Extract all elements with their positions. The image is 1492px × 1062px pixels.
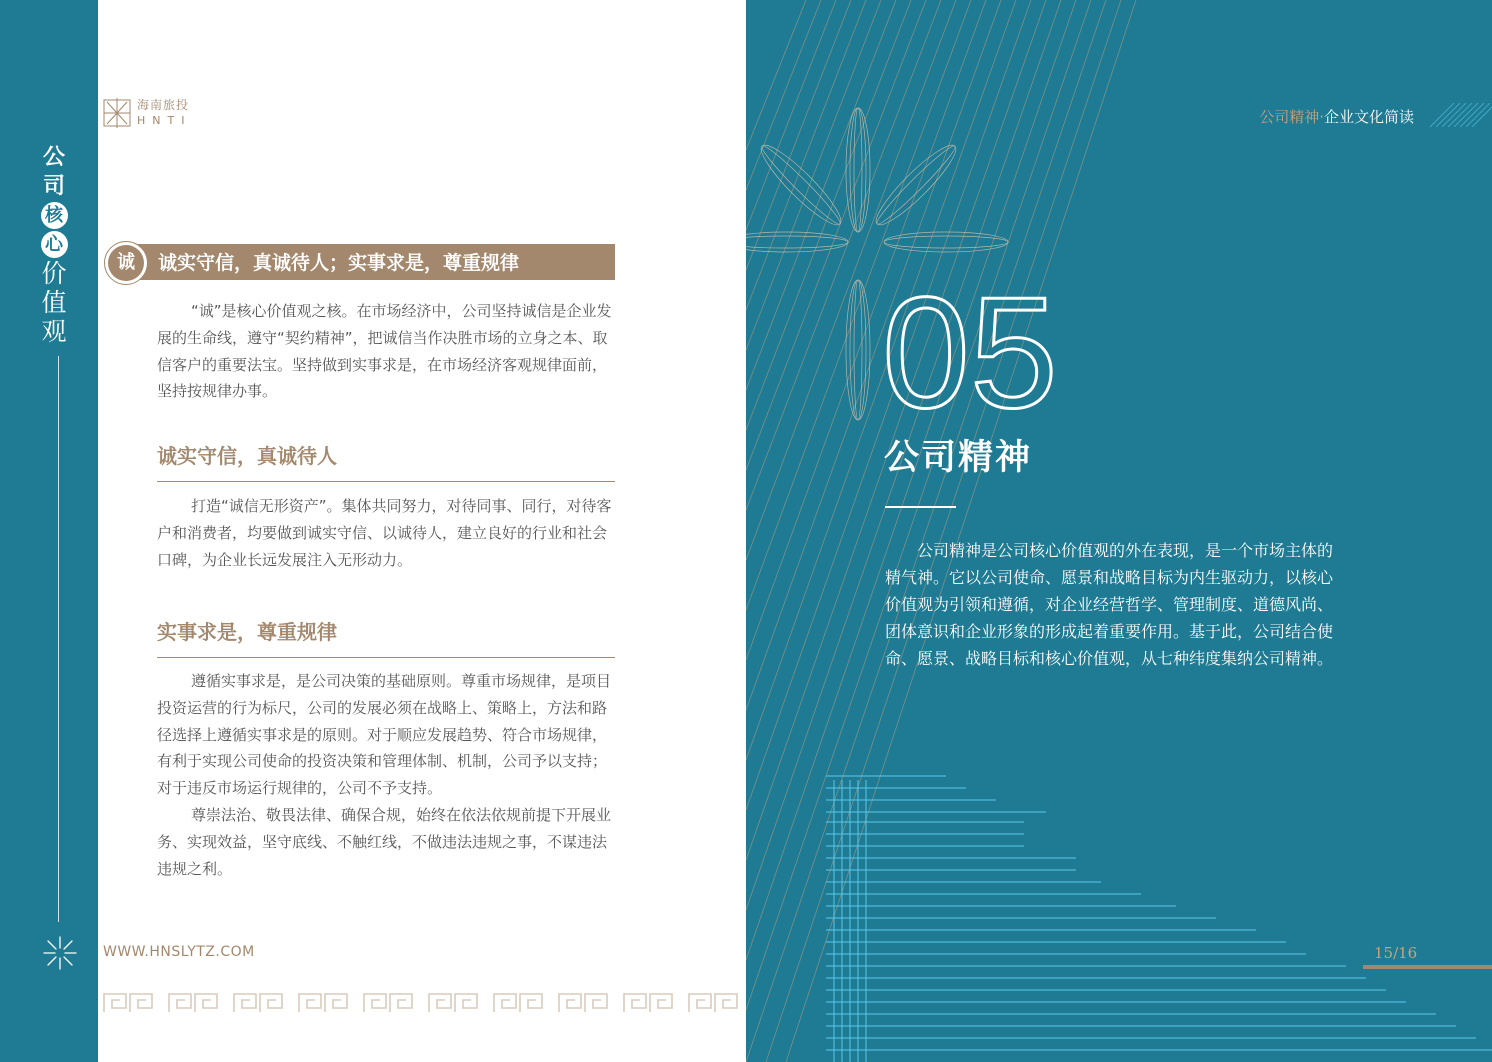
section-number-text: 05 — [882, 265, 1058, 425]
logo-en-text: HNTI — [137, 114, 192, 127]
header-tag — [1259, 106, 1414, 127]
logo-flower-icon — [103, 97, 131, 129]
section-number — [882, 265, 1082, 425]
sparkle-icon — [42, 935, 78, 971]
spine-char: 观 — [41, 317, 67, 346]
spine-title — [38, 143, 70, 346]
left-spine — [0, 0, 98, 1062]
header-tag-white: 企业文化简读 — [1323, 108, 1414, 126]
meander-border — [100, 988, 746, 1016]
spine-char-highlight: 心 — [41, 231, 68, 258]
spine-divider — [58, 356, 59, 922]
section1-divider — [157, 481, 615, 482]
spine-char: 司 — [42, 174, 65, 199]
title-underline — [885, 506, 956, 508]
banner-badge — [104, 241, 148, 285]
decorative-pattern — [746, 0, 1492, 1062]
header-tag-gold: 公司精神· — [1259, 108, 1324, 126]
section2-divider — [157, 657, 615, 658]
section2-body2: 尊崇法治、敬畏法律、确保合规，始终在依法依规前提下开展业务、实现效益，坚守底线、不触红线，不做违法违规之事，不谋违法违规之利。 — [157, 806, 612, 878]
section1-body: 打造“诚信无形资产”。集体共同努力，对待同事、同行，对待客户和消费者，均要做到诚实守信、以诚待人，建立良好的行业和社会口碑，为企业长远发展注入无形动力。 — [157, 497, 612, 569]
website-url[interactable]: WWW.HNSLYTZ.COM — [103, 944, 255, 960]
spine-char: 公 — [42, 145, 65, 170]
spine-char: 价 — [41, 259, 67, 288]
page-number: 15/16 — [1374, 944, 1418, 962]
section2-body1: 遵循实事求是，是公司决策的基础原则。尊重市场规律，是项目投资运营的行为标尺，公司的发展必须在战略上、策略上，方法和路径选择上遵循实事求是的原则。对于顺应发展趋势、符合市场规律，有利于实现公司使命的投资决策和管理体制、机制，公司予以支持；对于违反市场运行规律的，公司不予支持。 — [157, 672, 612, 798]
section-banner — [118, 244, 615, 280]
logo-cn-text: 海南旅投 — [137, 98, 190, 112]
banner-title: 诚实守信，真诚待人；实事求是，尊重规律 — [158, 252, 520, 274]
section1-title: 诚实守信，真诚待人 — [157, 444, 337, 468]
company-logo — [103, 97, 191, 129]
badge-char: 诚 — [108, 245, 144, 281]
spine-char: 值 — [41, 288, 67, 317]
intro-paragraph: “诚”是核心价值观之核。在市场经济中，公司坚持诚信是企业发展的生命线，遵守“契约精神”，把诚信当作决胜市场的立身之本、取信客户的重要法宝。坚持做到实事求是，在市场经济客观规律面前，坚持按规律办事。 — [157, 302, 612, 401]
page-number-bar — [1363, 965, 1492, 969]
section2-title: 实事求是，尊重规律 — [157, 620, 337, 644]
right-page — [746, 0, 1492, 1062]
header-stripes — [1430, 103, 1492, 127]
spine-char-highlight: 核 — [41, 202, 68, 229]
page-title: 公司精神 — [884, 438, 1033, 478]
spirit-description: 公司精神是公司核心价值观的外在表现，是一个市场主体的精气神。它以公司使命、愿景和战略目标为内生驱动力，以核心价值观为引领和遵循，对企业经营哲学、管理制度、道德风尚、团体意识和企业形象的形成起着重要作用。基于此，公司结合使命、愿景、战略目标和核心价值观，从七种纬度集纳公司精神。 — [885, 541, 1334, 668]
